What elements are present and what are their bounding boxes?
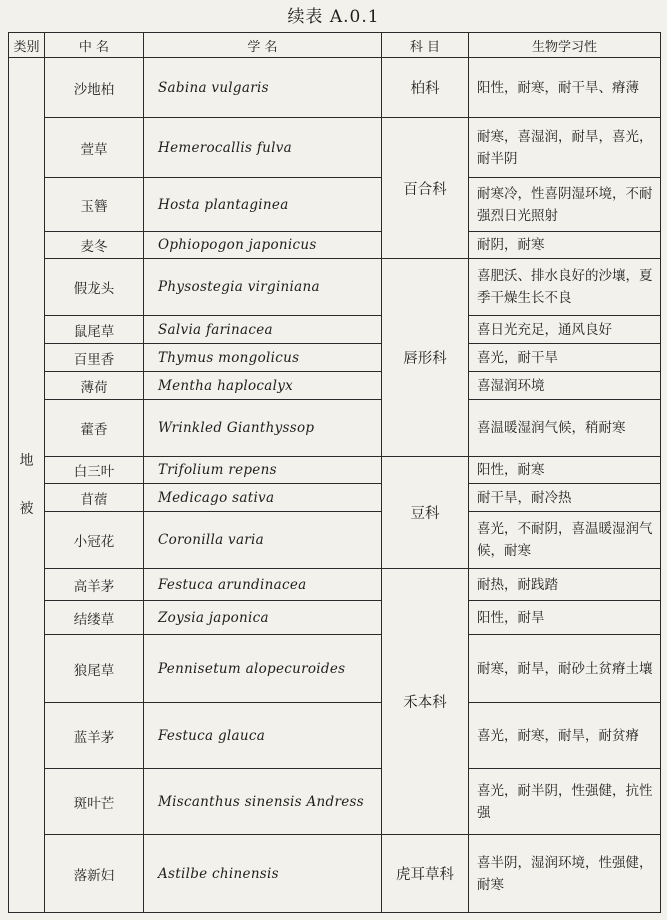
habit-cell: 喜肥沃、排水良好的沙壤，夏季干燥生长不良: [469, 259, 661, 316]
cn-name-cell: 狼尾草: [45, 635, 144, 703]
table-row: [9, 703, 661, 769]
family-cell: 唇形科: [382, 259, 469, 457]
cn-name-cell: 小冠花: [45, 512, 144, 569]
table-row: [9, 344, 661, 372]
habit-cell: 耐阴，耐寒: [469, 232, 661, 259]
table-row: [9, 835, 661, 913]
sci-name-cell: Mentha haplocalyx: [144, 372, 382, 400]
sci-name-cell: Ophiopogon japonicus: [144, 232, 382, 259]
family-cell: 豆科: [382, 457, 469, 569]
sci-name-cell: Hemerocallis fulva: [144, 118, 382, 178]
cn-name-cell: 玉簪: [45, 178, 144, 232]
habit-cell: 喜光，耐干旱: [469, 344, 661, 372]
plant-species-table: [8, 32, 661, 913]
habit-cell: 喜日光充足，通风良好: [469, 316, 661, 344]
habit-cell: 喜湿润环境: [469, 372, 661, 400]
table-caption: 续表 A.0.1: [287, 7, 380, 27]
cn-name-cell: 结缕草: [45, 601, 144, 635]
sci-name-cell: Coronilla varia: [144, 512, 382, 569]
table-row: [9, 58, 661, 118]
table-row: [9, 635, 661, 703]
habit-cell: 耐寒，喜湿润，耐旱，喜光，耐半阴: [469, 118, 661, 178]
table-row: [9, 232, 661, 259]
category-cell: [9, 58, 45, 913]
habit-cell: 耐热，耐践踏: [469, 569, 661, 601]
habit-cell: 阳性，耐旱: [469, 601, 661, 635]
family-cell: 禾本科: [382, 569, 469, 835]
cn-name-cell: 百里香: [45, 344, 144, 372]
sci-name-cell: Pennisetum alopecuroides: [144, 635, 382, 703]
habit-cell: 喜光，不耐阴，喜温暖湿润气候，耐寒: [469, 512, 661, 569]
sci-name-cell: Trifolium repens: [144, 457, 382, 484]
sci-name-cell: Astilbe chinensis: [144, 835, 382, 913]
species-table-sheet: [8, 32, 661, 913]
sci-name-cell: Sabina vulgaris: [144, 58, 382, 118]
cn-name-cell: 斑叶芒: [45, 769, 144, 835]
cn-name-cell: 萱草: [45, 118, 144, 178]
sci-name-cell: Festuca glauca: [144, 703, 382, 769]
habit-cell: 喜光，耐寒，耐旱，耐贫瘠: [469, 703, 661, 769]
habit-cell: 喜半阴，湿润环境，性强健，耐寒: [469, 835, 661, 913]
habit-cell: 耐寒，耐旱，耐砂土贫瘠土壤: [469, 635, 661, 703]
sci-name-cell: Hosta plantaginea: [144, 178, 382, 232]
habit-cell: 阳性，耐寒，耐干旱、瘠薄: [469, 58, 661, 118]
category-label-2: 被: [19, 501, 34, 517]
sci-name-cell: Salvia farinacea: [144, 316, 382, 344]
cn-name-cell: 麦冬: [45, 232, 144, 259]
sci-name-cell: Medicago sativa: [144, 484, 382, 512]
table-header-row: [9, 33, 661, 58]
header-habit: 生物学习性: [469, 33, 661, 58]
table-row: [9, 512, 661, 569]
habit-cell: 耐干旱，耐冷热: [469, 484, 661, 512]
table-row: [9, 569, 661, 601]
family-cell: 柏科: [382, 58, 469, 118]
family-cell: 虎耳草科: [382, 835, 469, 913]
table-row: [9, 601, 661, 635]
sci-name-cell: Zoysia japonica: [144, 601, 382, 635]
cn-name-cell: 假龙头: [45, 259, 144, 316]
table-row: [9, 457, 661, 484]
header-sci-name: 学 名: [144, 33, 382, 58]
table-row: [9, 118, 661, 178]
category-label-1: 地: [19, 453, 34, 469]
table-row: [9, 372, 661, 400]
cn-name-cell: 薄荷: [45, 372, 144, 400]
table-row: [9, 316, 661, 344]
table-row: [9, 769, 661, 835]
table-row: [9, 400, 661, 457]
sci-name-cell: Festuca arundinacea: [144, 569, 382, 601]
cn-name-cell: 藿香: [45, 400, 144, 457]
cn-name-cell: 苜蓿: [45, 484, 144, 512]
cn-name-cell: 蓝羊茅: [45, 703, 144, 769]
habit-cell: 阳性，耐寒: [469, 457, 661, 484]
cn-name-cell: 鼠尾草: [45, 316, 144, 344]
sci-name-cell: Miscanthus sinensis Andress: [144, 769, 382, 835]
header-category: 类别: [9, 33, 45, 58]
sci-name-cell: Thymus mongolicus: [144, 344, 382, 372]
cn-name-cell: 白三叶: [45, 457, 144, 484]
table-row: [9, 178, 661, 232]
table-row: [9, 259, 661, 316]
cn-name-cell: 沙地柏: [45, 58, 144, 118]
habit-cell: 喜光，耐半阴，性强健，抗性强: [469, 769, 661, 835]
table-row: [9, 484, 661, 512]
cn-name-cell: 高羊茅: [45, 569, 144, 601]
cn-name-cell: 落新妇: [45, 835, 144, 913]
header-family: 科 目: [382, 33, 469, 58]
sci-name-cell: Wrinkled Gianthyssop: [144, 400, 382, 457]
habit-cell: 喜温暖湿润气候，稍耐寒: [469, 400, 661, 457]
habit-cell: 耐寒冷，性喜阴湿环境，不耐强烈日光照射: [469, 178, 661, 232]
header-cn-name: 中 名: [45, 33, 144, 58]
family-cell: 百合科: [382, 118, 469, 259]
sci-name-cell: Physostegia virginiana: [144, 259, 382, 316]
